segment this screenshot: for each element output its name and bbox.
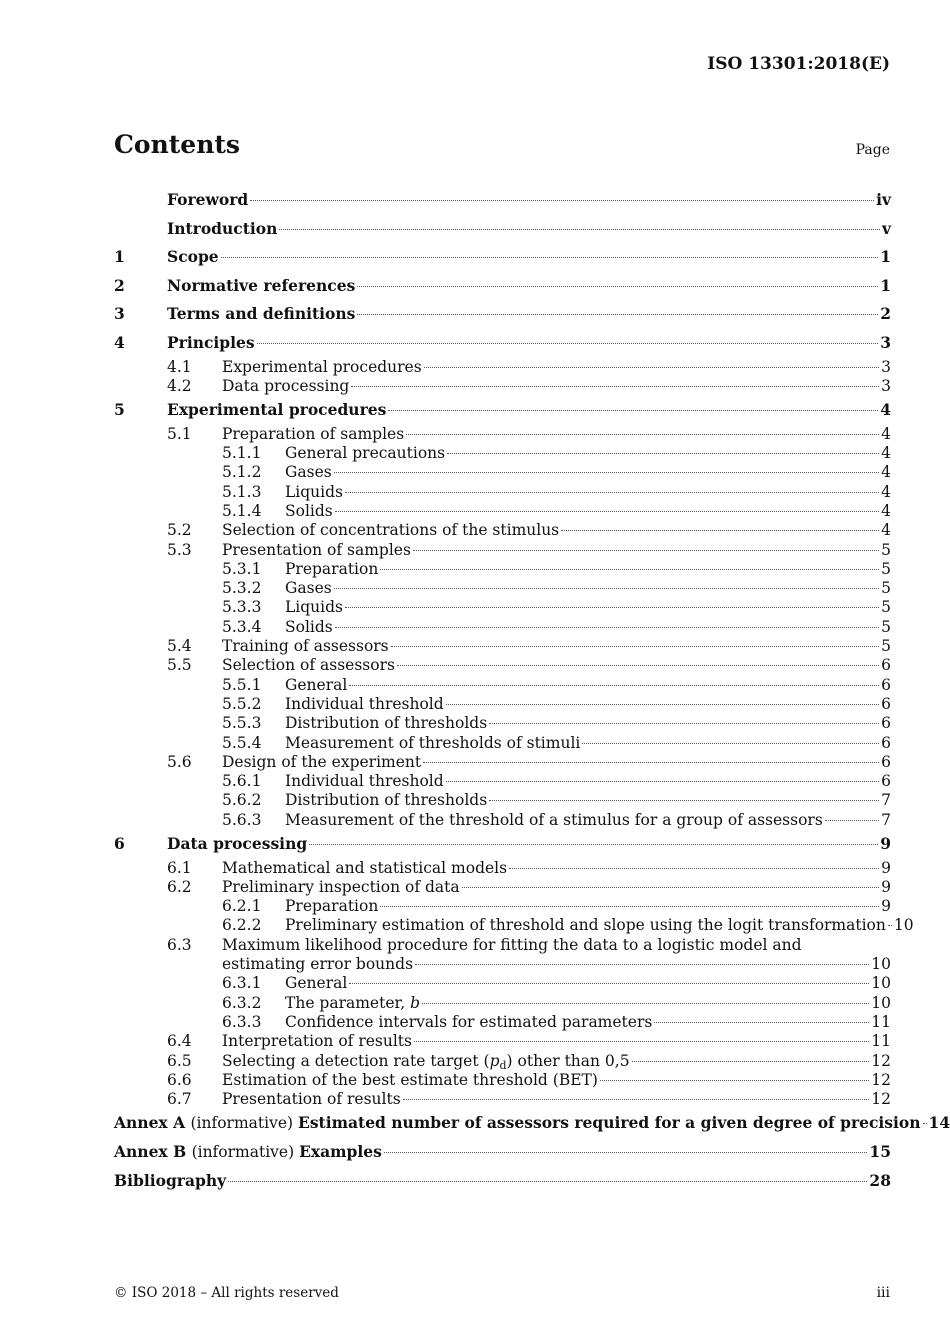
table-of-contents (114, 186, 950, 1195)
toc-entry-title[interactable]: Scope (167, 247, 219, 267)
toc-entry-title[interactable]: Data processing (167, 833, 308, 853)
toc-entry[interactable] (114, 521, 891, 540)
toc-entry[interactable] (114, 1071, 891, 1090)
toc-entry-title[interactable]: General (285, 974, 348, 993)
toc-entry-title[interactable]: General precautions (285, 444, 446, 463)
toc-entry[interactable] (114, 656, 891, 675)
toc-entry-title[interactable]: Estimation of the best estimate threshold (BET) (222, 1070, 598, 1089)
toc-entry-number: 4.1 (167, 357, 192, 376)
toc-entry-page: 10 (871, 974, 891, 993)
page-number: iii (876, 1285, 890, 1301)
toc-entry[interactable] (114, 300, 891, 329)
toc-entry-title[interactable]: Principles (167, 332, 255, 352)
toc-entry[interactable] (114, 1052, 891, 1071)
toc-entry-title[interactable]: Annex B (informative) Examples (114, 1142, 382, 1162)
toc-bibliography-entry[interactable] (114, 1167, 891, 1196)
dot-leader (489, 800, 879, 801)
dot-leader (415, 964, 869, 965)
toc-entry-title[interactable]: Introduction (167, 218, 278, 238)
toc-entry-page: 9 (880, 833, 891, 853)
toc-entry-page: 9 (881, 858, 891, 877)
toc-entry-number: 5.3.3 (222, 598, 262, 617)
toc-entry-title[interactable]: Presentation of results (222, 1090, 401, 1109)
toc-entry-number: 6 (114, 833, 125, 853)
toc-entry-title[interactable]: Experimental procedures (167, 400, 387, 420)
dot-leader (357, 286, 878, 287)
dot-leader (888, 925, 892, 926)
toc-entry-page: 3 (881, 376, 891, 395)
toc-entry-title[interactable]: Mathematical and statistical models (222, 858, 508, 877)
toc-entry-number: 5.6.1 (222, 772, 262, 791)
toc-entry[interactable] (114, 329, 891, 358)
toc-entry-number: 5.5.1 (222, 675, 262, 694)
toc-entry-page: 5 (881, 637, 891, 656)
toc-entry-page: 2 (880, 304, 891, 324)
toc-entry-number: 6.2.2 (222, 916, 262, 935)
dot-leader (489, 723, 879, 724)
toc-entry-number: 6.3.1 (222, 974, 262, 993)
toc-entry[interactable] (114, 916, 914, 935)
toc-entry[interactable] (114, 579, 891, 598)
copyright-notice: © ISO 2018 – All rights reserved (114, 1285, 339, 1301)
toc-entry[interactable] (114, 186, 891, 215)
toc-entry-page: 15 (869, 1142, 891, 1162)
toc-entry-page: 11 (871, 1012, 891, 1031)
toc-entry[interactable] (114, 463, 891, 482)
toc-entry-page: 4 (881, 424, 891, 443)
toc-entry-title[interactable]: Experimental procedures (222, 357, 422, 376)
toc-entry-title[interactable]: Distribution of thresholds (285, 791, 488, 810)
toc-entry-title[interactable]: Data processing (222, 376, 350, 395)
dot-leader (250, 200, 874, 201)
dot-leader (334, 472, 879, 473)
toc-entry-page: 10 (871, 955, 891, 974)
toc-entry-page: 4 (881, 463, 891, 482)
toc-entry[interactable] (114, 676, 891, 695)
toc-entry-page: 5 (881, 559, 891, 578)
toc-entry[interactable] (114, 859, 891, 878)
dot-leader (335, 511, 879, 512)
toc-entry-title[interactable]: Liquids (285, 598, 343, 617)
toc-entry-title[interactable]: Distribution of thresholds (285, 714, 488, 733)
dot-leader (380, 906, 879, 907)
toc-entry-title[interactable]: Individual threshold (285, 694, 444, 713)
toc-entry[interactable] (114, 714, 891, 733)
toc-entry[interactable] (114, 1090, 891, 1109)
toc-entry[interactable] (114, 830, 891, 859)
dot-leader (825, 820, 879, 821)
toc-entry-number: 5.5.4 (222, 733, 262, 752)
toc-entry[interactable] (114, 897, 891, 916)
dot-leader (582, 743, 879, 744)
toc-entry-number: 5.1.3 (222, 482, 262, 501)
contents-heading: Contents (114, 130, 241, 159)
dot-leader (345, 607, 879, 608)
toc-entry-title[interactable]: Individual threshold (285, 772, 444, 791)
toc-entry-page: 6 (881, 675, 891, 694)
toc-entry-title[interactable]: Preparation (285, 559, 379, 578)
toc-entry-number: 5.5.3 (222, 714, 262, 733)
toc-entry-number: 5.3 (167, 540, 192, 559)
dot-leader (422, 1003, 869, 1004)
dot-leader (462, 887, 880, 888)
toc-entry-number: 5.2 (167, 521, 192, 540)
dot-leader (397, 665, 879, 666)
dot-leader (388, 410, 878, 411)
toc-entry-page: iv (876, 190, 891, 209)
dot-leader (349, 983, 869, 984)
toc-entry-page: 14 (928, 1113, 950, 1133)
toc-entry-title[interactable]: Gases (285, 463, 332, 482)
toc-entry[interactable] (114, 753, 891, 772)
document-id: ISO 13301:2018(E) (707, 54, 890, 74)
dot-leader (257, 343, 879, 344)
toc-entry-number: 5.5.2 (222, 694, 262, 713)
toc-entry-title[interactable]: Maximum likelihood procedure for fitting the data to a logistic model and (222, 935, 802, 954)
dot-leader (351, 386, 879, 387)
toc-entry-page: v (881, 218, 891, 238)
dot-leader (335, 627, 879, 628)
toc-entry-number: 5.4 (167, 637, 192, 656)
dot-leader (228, 1181, 867, 1182)
toc-entry[interactable] (114, 444, 891, 463)
toc-entry[interactable] (114, 974, 891, 993)
toc-entry-title[interactable]: Preliminary inspection of data (222, 877, 460, 896)
toc-entry-page: 4 (881, 444, 891, 463)
toc-entry-number: 5.1.1 (222, 444, 262, 463)
toc-entry-number: 5.5 (167, 656, 192, 675)
toc-entry-number: 5.6.3 (222, 810, 262, 829)
toc-entry-page: 3 (880, 332, 891, 352)
dot-leader (403, 1099, 870, 1100)
toc-entry-title[interactable]: Interpretation of results (222, 1032, 412, 1051)
toc-entry-page: 12 (871, 1051, 891, 1070)
toc-entry-number: 6.2 (167, 877, 192, 896)
toc-entry-number: 5.1 (167, 424, 192, 443)
dot-leader (923, 1123, 927, 1124)
dot-leader (447, 453, 879, 454)
dot-leader (654, 1022, 869, 1023)
toc-entry[interactable] (114, 878, 891, 897)
toc-entry-page: 5 (881, 617, 891, 636)
toc-entry[interactable] (114, 215, 891, 244)
toc-entry[interactable] (114, 502, 891, 521)
toc-entry-number: 5 (114, 400, 125, 420)
toc-entry-title[interactable]: Confidence intervals for estimated parameters (285, 1012, 653, 1031)
toc-entry[interactable] (114, 772, 891, 791)
dot-leader (446, 704, 879, 705)
toc-entry-number: 5.3.4 (222, 617, 262, 636)
dot-leader (509, 868, 879, 869)
dot-leader (423, 762, 879, 763)
toc-entry-page: 9 (881, 877, 891, 896)
toc-entry-number: 6.4 (167, 1032, 192, 1051)
dot-leader (391, 646, 879, 647)
toc-entry-page: 5 (881, 540, 891, 559)
toc-entry[interactable] (114, 541, 891, 560)
toc-entry-page: 10 (871, 993, 891, 1012)
dot-leader (414, 1041, 869, 1042)
toc-entry-page: 5 (881, 579, 891, 598)
toc-entry-number: 6.3 (167, 935, 192, 954)
dot-leader (413, 550, 879, 551)
toc-entry[interactable] (114, 358, 891, 377)
toc-entry-page: 6 (881, 752, 891, 771)
toc-entry-title[interactable]: Annex A (informative) Estimated number of assessors required for a given degree of precision (114, 1113, 921, 1133)
dot-leader (600, 1080, 869, 1081)
toc-entry-number: 6.3.3 (222, 1012, 262, 1031)
toc-entry-number: 5.6.2 (222, 791, 262, 810)
toc-entry-number: 5.3.1 (222, 559, 262, 578)
toc-entry-number: 6.7 (167, 1090, 192, 1109)
toc-entry[interactable] (114, 618, 891, 637)
toc-entry-page: 6 (881, 772, 891, 791)
toc-entry-page: 7 (881, 810, 891, 829)
toc-entry-number: 6.3.2 (222, 993, 262, 1012)
toc-entry[interactable] (114, 734, 891, 753)
toc-entry[interactable] (114, 695, 891, 714)
toc-entry-title[interactable]: Terms and definitions (167, 304, 356, 324)
toc-entry-page: 6 (881, 656, 891, 675)
toc-entry-page: 4 (881, 501, 891, 520)
toc-entry-page: 6 (881, 694, 891, 713)
toc-entry-page: 4 (881, 521, 891, 540)
toc-entry-title[interactable]: Gases (285, 579, 332, 598)
toc-entry-title[interactable]: Liquids (285, 482, 343, 501)
toc-entry-title[interactable]: Foreword (167, 190, 249, 209)
toc-entry[interactable] (114, 936, 891, 955)
dot-leader (345, 492, 879, 493)
toc-entry-title[interactable]: Normative references (167, 275, 356, 295)
dot-leader (632, 1061, 870, 1062)
toc-entry-number: 5.1.4 (222, 501, 262, 520)
toc-entry-page: 28 (869, 1170, 891, 1190)
dot-leader (349, 685, 879, 686)
toc-entry-page: 9 (881, 897, 891, 916)
toc-entry-number: 4 (114, 332, 125, 352)
toc-entry[interactable] (114, 791, 891, 810)
toc-entry-page: 5 (881, 598, 891, 617)
toc-entry[interactable] (114, 396, 891, 425)
toc-entry-number: 6.6 (167, 1070, 192, 1089)
toc-entry-number: 2 (114, 275, 125, 295)
toc-entry-number: 5.6 (167, 752, 192, 771)
dot-leader (384, 1152, 868, 1153)
toc-entry-number: 6.2.1 (222, 897, 262, 916)
toc-entry-title[interactable]: Training of assessors (222, 637, 389, 656)
toc-entry-title[interactable]: Preparation of samples (222, 424, 405, 443)
dot-leader (334, 588, 879, 589)
toc-entry-page: 1 (880, 275, 891, 295)
dot-leader (221, 257, 879, 258)
toc-entry[interactable] (114, 483, 891, 502)
toc-entry-title[interactable]: Design of the experiment (222, 752, 422, 771)
toc-entry-page: 11 (871, 1032, 891, 1051)
toc-entry-title[interactable]: Solids (285, 501, 333, 520)
toc-entry-page: 3 (881, 357, 891, 376)
toc-entry-number: 3 (114, 304, 125, 324)
toc-entry-title[interactable]: estimating error bounds (222, 955, 414, 974)
toc-entry[interactable] (114, 811, 891, 830)
dot-leader (279, 229, 880, 230)
toc-entry-number: 4.2 (167, 376, 192, 395)
dot-leader (309, 844, 878, 845)
toc-entry[interactable] (114, 560, 891, 579)
dot-leader (561, 530, 879, 531)
dot-leader (357, 314, 878, 315)
toc-entry-title[interactable]: Measurement of the threshold of a stimulus for a group of assessors (285, 810, 823, 829)
toc-entry-title[interactable]: The parameter, b (285, 993, 421, 1012)
toc-entry-title[interactable]: General (285, 675, 348, 694)
toc-entry-page: 10 (893, 916, 914, 935)
toc-entry-title[interactable]: Preliminary estimation of threshold and slope using the logit transformation (285, 916, 886, 935)
toc-entry[interactable] (114, 637, 891, 656)
toc-entry-number: 5.3.2 (222, 579, 262, 598)
toc-entry-number: 6.1 (167, 858, 192, 877)
toc-entry[interactable] (114, 994, 891, 1013)
toc-entry-page: 6 (881, 733, 891, 752)
toc-entry[interactable] (114, 425, 891, 444)
toc-entry-page: 12 (871, 1070, 891, 1089)
toc-entry-page: 4 (881, 482, 891, 501)
toc-entry-title[interactable]: Measurement of thresholds of stimuli (285, 733, 581, 752)
toc-entry[interactable] (114, 1013, 891, 1032)
toc-entry-number: 6.5 (167, 1051, 192, 1070)
dot-leader (446, 781, 879, 782)
toc-entry-number: 1 (114, 247, 125, 267)
toc-entry[interactable] (114, 243, 891, 272)
dot-leader (406, 434, 879, 435)
toc-entry[interactable] (114, 1032, 891, 1051)
toc-entry-page: 7 (881, 791, 891, 810)
toc-entry-title[interactable]: Presentation of samples (222, 540, 411, 559)
toc-entry-title[interactable]: Selecting a detection rate target (pd) other than 0,5 (222, 1051, 630, 1072)
toc-entry-page: 1 (880, 247, 891, 267)
dot-leader (380, 569, 879, 570)
toc-entry-title[interactable]: Selection of concentrations of the stimulus (222, 521, 560, 540)
toc-entry-title[interactable]: Solids (285, 617, 333, 636)
toc-entry[interactable] (114, 955, 891, 974)
dot-leader (424, 367, 879, 368)
toc-annex-entry[interactable] (114, 1138, 891, 1167)
toc-entry-title[interactable]: Bibliography (114, 1170, 227, 1190)
toc-annex-entry[interactable] (114, 1109, 950, 1138)
toc-entry[interactable] (114, 272, 891, 301)
toc-entry-title[interactable]: Preparation (285, 897, 379, 916)
page-column-label: Page (855, 142, 890, 158)
toc-entry-page: 6 (881, 714, 891, 733)
toc-entry[interactable] (114, 598, 891, 617)
toc-entry[interactable] (114, 377, 891, 396)
toc-entry-page: 12 (871, 1090, 891, 1109)
toc-entry-title[interactable]: Selection of assessors (222, 656, 395, 675)
toc-entry-number: 5.1.2 (222, 463, 262, 482)
toc-entry-page: 4 (880, 400, 891, 420)
